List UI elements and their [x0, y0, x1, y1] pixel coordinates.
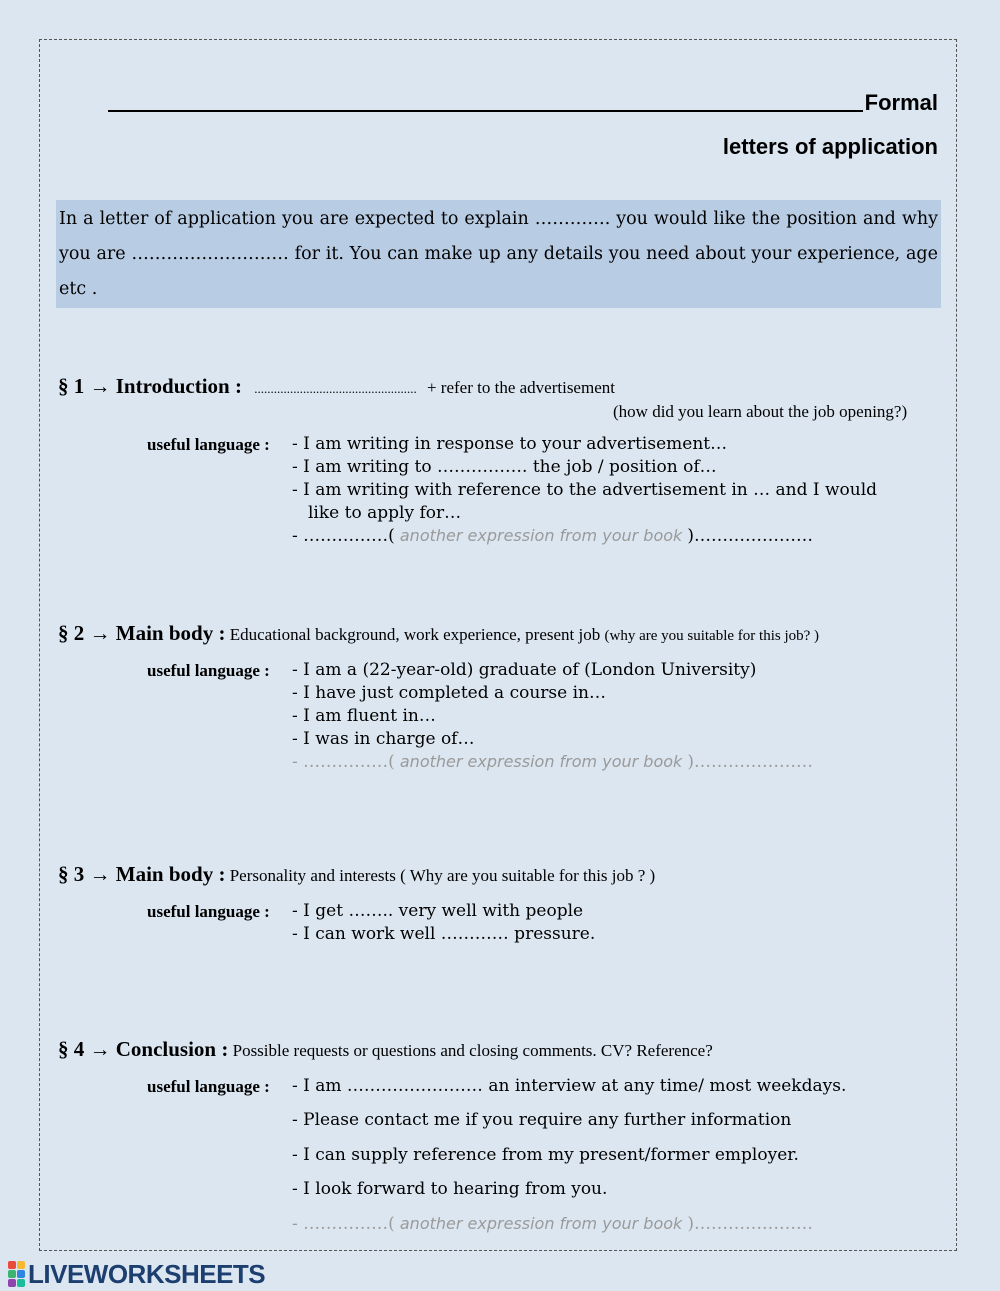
section-3-heading: § 3 → Main body : — [58, 862, 226, 886]
section-4-heading-row — [58, 1037, 713, 1062]
section-3-desc: Personality and interests ( Why are you suitable for this job ? ) — [229, 866, 656, 885]
section-2-line-1: - I am a (22-year-old) graduate of (London University) — [292, 660, 757, 680]
logo-block-4 — [17, 1270, 25, 1278]
section-1-blank — [292, 526, 813, 546]
section-1-line-1: - I am writing in response to your advertisement… — [292, 434, 728, 454]
section-1-line-2: - I am writing to ……………. the job / position of… — [292, 457, 717, 477]
logo-text: LIVEWORKSHEETS — [28, 1258, 266, 1289]
logo-block-1 — [8, 1261, 16, 1269]
intro-text: In a letter of application you are expected to explain …………. you would like the position and why you are ……………………… for it. You can make up any details you need about your experience, age etc . — [59, 209, 938, 299]
section-2-question: (why are you suitable for this job? ) — [604, 628, 820, 644]
section-1-blank-hint: another expression from your book — [394, 526, 688, 545]
section-4-blank-hint: another expression from your book — [394, 1214, 688, 1233]
logo-block-6 — [17, 1279, 25, 1287]
section-2-desc: Educational background, work experience, present job — [229, 625, 601, 644]
section-1-heading: § 1 → Introduction : — [58, 374, 242, 398]
section-1-line-3: - I am writing with reference to the advertisement in … and I would — [292, 480, 878, 500]
logo-block-5 — [8, 1279, 16, 1287]
section-4-blank-prefix: - ……………( — [292, 1214, 395, 1234]
section-2-useful-label: useful language : — [147, 661, 270, 680]
section-2-blank-hint: another expression from your book — [394, 752, 688, 771]
section-1-heading-row — [58, 374, 615, 399]
section-1-note: + refer to the advertisement — [426, 378, 615, 397]
section-1-dots: .................................................. — [254, 381, 417, 396]
section-1-blank-prefix: - ……………( — [292, 526, 395, 546]
section-4-useful-label: useful language : — [147, 1077, 270, 1096]
section-4-line-2: - Please contact me if you require any further information — [292, 1110, 792, 1130]
liveworksheets-logo[interactable] — [8, 1259, 265, 1289]
title-rule — [108, 110, 863, 112]
section-1-subnote: (how did you learn about the job opening?) — [613, 402, 908, 421]
section-2-line-4: - I was in charge of… — [292, 729, 475, 749]
section-1-useful-label: useful language : — [147, 435, 270, 454]
logo-mark-icon — [8, 1261, 25, 1287]
section-2-heading: § 2 → Main body : — [58, 621, 226, 645]
section-2-line-2: - I have just completed a course in… — [292, 683, 606, 703]
title-line-1 — [108, 86, 938, 116]
logo-block-3 — [8, 1270, 16, 1278]
section-4-desc: Possible requests or questions and closing comments. CV? Reference? — [232, 1041, 713, 1060]
section-1-line-4: like to apply for… — [308, 503, 462, 523]
section-1-blank-suffix: )………………… — [687, 526, 814, 546]
section-2-blank — [292, 752, 813, 772]
section-2-blank-suffix: )………………… — [687, 752, 814, 772]
section-4-heading: § 4 → Conclusion : — [58, 1037, 229, 1061]
section-2-blank-prefix: - ……………( — [292, 752, 395, 772]
section-4-line-1: - I am …………………… an interview at any time/ most weekdays. — [292, 1076, 847, 1096]
section-3-heading-row — [58, 862, 655, 887]
section-3-useful-label: useful language : — [147, 902, 270, 921]
section-3-line-2: - I can work well ………… pressure. — [292, 924, 596, 944]
section-2-heading-row — [58, 621, 819, 646]
section-3-line-1: - I get …….. very well with people — [292, 901, 584, 921]
section-4-line-4: - I look forward to hearing from you. — [292, 1179, 608, 1199]
section-4-blank — [292, 1214, 813, 1234]
section-4-blank-suffix: )………………… — [687, 1214, 814, 1234]
title-line-2: letters of application — [722, 134, 938, 159]
title-word-formal: Formal — [864, 90, 938, 115]
section-2-line-3: - I am fluent in… — [292, 706, 436, 726]
logo-block-2 — [17, 1261, 25, 1269]
section-4-line-3: - I can supply reference from my present/former employer. — [292, 1145, 799, 1165]
intro-box — [56, 200, 941, 308]
